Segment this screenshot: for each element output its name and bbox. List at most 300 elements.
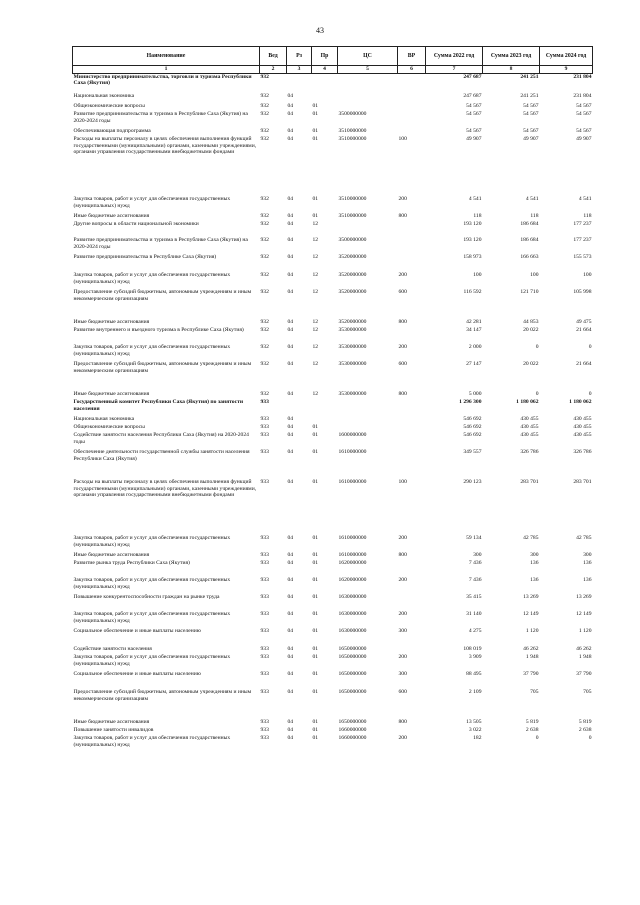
row-ved: 932 bbox=[260, 128, 269, 134]
row-name: Закупка товаров, работ и услуг для обеспечения государственных (муниципальных) нужд bbox=[73, 272, 231, 285]
row-cs: 3510000000 bbox=[338, 136, 367, 142]
row-sum-2024: 49 475 bbox=[576, 319, 592, 325]
row-pr: 12 bbox=[312, 237, 319, 243]
row-sum-2022: 546 692 bbox=[463, 424, 482, 430]
row-vr bbox=[398, 594, 426, 611]
row-sum-2022: 349 557 bbox=[463, 449, 482, 455]
row-rz: 04 bbox=[287, 577, 294, 583]
table-row bbox=[73, 432, 593, 449]
row-sum-2023: 300 bbox=[530, 552, 539, 558]
row-pr: 12 bbox=[312, 254, 319, 260]
row-ved: 933 bbox=[260, 689, 269, 695]
row-ved: 932 bbox=[260, 136, 269, 142]
row-rz: 04 bbox=[287, 654, 294, 660]
row-rz: 04 bbox=[287, 319, 294, 325]
row-rz: 04 bbox=[287, 594, 294, 600]
row-sum-2022: 290 123 bbox=[463, 479, 482, 485]
row-sum-2023: 44 853 bbox=[523, 319, 539, 325]
row-sum-2023: 136 bbox=[530, 577, 539, 583]
row-cs bbox=[338, 221, 398, 237]
row-sum-2022: 13 505 bbox=[466, 719, 482, 725]
row-name: Содействие занятости населения bbox=[73, 646, 152, 652]
row-pr: 01 bbox=[312, 560, 319, 566]
row-sum-2024: 54 567 bbox=[576, 111, 592, 117]
row-sum-2022: 88 495 bbox=[466, 671, 482, 677]
table-row bbox=[73, 560, 593, 577]
row-vr: 100 bbox=[398, 479, 407, 485]
row-sum-2024: 49 907 bbox=[576, 136, 592, 142]
row-vr bbox=[398, 128, 426, 136]
row-pr: 12 bbox=[312, 361, 319, 367]
row-vr bbox=[398, 416, 426, 424]
column-number: 4 bbox=[312, 66, 338, 74]
row-ved: 933 bbox=[260, 719, 269, 725]
row-ved: 933 bbox=[260, 416, 269, 422]
row-vr bbox=[398, 399, 426, 416]
row-cs: 1630000000 bbox=[338, 611, 367, 617]
row-rz: 04 bbox=[287, 449, 294, 455]
table-row bbox=[73, 577, 593, 594]
row-pr: 01 bbox=[312, 552, 319, 558]
row-vr: 800 bbox=[398, 319, 407, 325]
row-ved: 933 bbox=[260, 628, 269, 634]
row-cs: 1610000000 bbox=[338, 479, 367, 485]
row-sum-2024: 13 269 bbox=[576, 594, 592, 600]
row-pr: 01 bbox=[312, 128, 319, 134]
row-sum-2023: 0 bbox=[535, 735, 539, 741]
row-sum-2023: 42 785 bbox=[523, 535, 539, 541]
row-rz: 04 bbox=[287, 391, 294, 397]
row-sum-2022: 54 567 bbox=[466, 128, 482, 134]
row-sum-2022: 116 592 bbox=[463, 289, 482, 295]
row-sum-2022: 1 296 300 bbox=[459, 399, 482, 405]
row-name: Развитие рынка труда Республики Саха (Якутия) bbox=[73, 560, 190, 566]
row-sum-2023: 4 541 bbox=[525, 196, 539, 202]
row-vr: 800 bbox=[398, 213, 407, 219]
row-vr: 200 bbox=[398, 272, 407, 278]
row-rz: 04 bbox=[287, 719, 294, 725]
row-sum-2023: 241 251 bbox=[520, 93, 539, 99]
row-rz: 04 bbox=[287, 196, 294, 202]
row-sum-2024: 326 786 bbox=[573, 449, 592, 455]
row-vr: 200 bbox=[398, 735, 407, 741]
row-sum-2022: 108 019 bbox=[463, 646, 482, 652]
row-cs bbox=[338, 73, 398, 93]
row-cs: 1620000000 bbox=[338, 560, 367, 566]
row-ved: 932 bbox=[260, 221, 269, 227]
row-name: Общеэкономические вопросы bbox=[73, 424, 145, 430]
row-pr: 01 bbox=[312, 449, 319, 455]
row-name: Иные бюджетные ассигнования bbox=[73, 391, 150, 397]
row-vr bbox=[398, 221, 426, 237]
row-rz: 04 bbox=[287, 221, 294, 227]
row-vr bbox=[398, 327, 426, 344]
row-name: Закупка товаров, работ и услуг для обеспечения государственных (муниципальных) нужд bbox=[73, 196, 231, 209]
row-sum-2022: 2 109 bbox=[468, 689, 482, 695]
table-row bbox=[73, 535, 593, 552]
row-vr: 300 bbox=[398, 628, 407, 634]
row-sum-2023: 136 bbox=[530, 560, 539, 566]
row-ved: 933 bbox=[260, 479, 269, 485]
row-vr bbox=[398, 111, 426, 128]
row-sum-2022: 7 436 bbox=[468, 577, 482, 583]
table-row bbox=[73, 272, 593, 289]
row-sum-2023: 1 180 062 bbox=[516, 399, 539, 405]
row-name: Иные бюджетные ассигнования bbox=[73, 552, 150, 558]
column-number: 1 bbox=[73, 66, 260, 74]
row-sum-2024: 231 804 bbox=[573, 93, 592, 99]
row-sum-2024: 1 120 bbox=[578, 628, 592, 634]
row-pr: 01 bbox=[312, 196, 319, 202]
row-sum-2023: 46 262 bbox=[523, 646, 539, 652]
row-sum-2022: 300 bbox=[473, 552, 482, 558]
row-rz: 04 bbox=[287, 136, 294, 142]
row-sum-2022: 59 134 bbox=[466, 535, 482, 541]
row-sum-2024: 46 262 bbox=[576, 646, 592, 652]
header-name: Наименование bbox=[73, 47, 260, 66]
row-cs: 3520000000 bbox=[338, 319, 367, 325]
row-ved: 933 bbox=[260, 577, 269, 583]
row-cs: 3520000000 bbox=[338, 272, 367, 278]
row-vr bbox=[398, 103, 426, 111]
header-vr: ВР bbox=[398, 47, 426, 66]
row-rz: 04 bbox=[287, 344, 294, 350]
row-sum-2024: 136 bbox=[583, 560, 592, 566]
row-ved: 932 bbox=[260, 391, 269, 397]
row-ved: 933 bbox=[260, 399, 269, 405]
column-number: 7 bbox=[426, 66, 483, 74]
table-row bbox=[73, 671, 593, 689]
row-sum-2024: 430 455 bbox=[573, 432, 592, 438]
row-ved: 932 bbox=[260, 272, 269, 278]
row-sum-2024: 1 180 062 bbox=[569, 399, 592, 405]
row-rz: 04 bbox=[287, 735, 294, 741]
table-row bbox=[73, 628, 593, 646]
table-row bbox=[73, 136, 593, 196]
row-ved: 932 bbox=[260, 344, 269, 350]
table-row bbox=[73, 646, 593, 654]
row-vr: 100 bbox=[398, 136, 407, 142]
row-vr bbox=[398, 424, 426, 432]
row-rz bbox=[287, 73, 312, 93]
header-2022: Сумма 2022 год bbox=[426, 47, 483, 66]
row-sum-2023: 430 455 bbox=[520, 424, 539, 430]
row-sum-2022: 247 687 bbox=[463, 73, 482, 80]
row-sum-2023: 283 701 bbox=[520, 479, 539, 485]
table-row bbox=[73, 213, 593, 221]
header-row bbox=[73, 47, 593, 66]
row-name: Предоставление субсидий бюджетным, автономным учреждениям и иным некоммерческим организациям bbox=[73, 361, 252, 374]
row-sum-2024: 177 237 bbox=[573, 221, 592, 227]
row-rz: 04 bbox=[287, 671, 294, 677]
row-sum-2024: 37 790 bbox=[576, 671, 592, 677]
page-number: 43 bbox=[316, 26, 324, 35]
row-rz: 04 bbox=[287, 416, 294, 422]
row-name: Обеспечивающая подпрограмма bbox=[73, 128, 151, 134]
row-sum-2024: 42 785 bbox=[576, 535, 592, 541]
row-pr: 01 bbox=[312, 719, 319, 725]
row-sum-2023: 54 567 bbox=[523, 128, 539, 134]
row-sum-2024: 2 638 bbox=[578, 727, 592, 733]
row-cs: 1620000000 bbox=[338, 577, 367, 583]
row-rz: 04 bbox=[287, 689, 294, 695]
table-row bbox=[73, 689, 593, 719]
table-header bbox=[73, 47, 593, 74]
row-vr: 800 bbox=[398, 719, 407, 725]
table-row bbox=[73, 103, 593, 111]
row-ved: 933 bbox=[260, 671, 269, 677]
row-sum-2023: 186 684 bbox=[520, 237, 539, 243]
row-sum-2024: 5 819 bbox=[578, 719, 592, 725]
row-sum-2023: 2 638 bbox=[525, 727, 539, 733]
row-ved: 932 bbox=[260, 103, 269, 109]
row-name: Расходы на выплаты персоналу в целях обеспечения выполнения функций государственными (муниципальными) органами, казенными учреждениями, органами управления государственными внебюджетными фондами bbox=[73, 479, 257, 498]
column-number: 8 bbox=[483, 66, 540, 74]
row-cs bbox=[338, 416, 398, 424]
row-vr bbox=[398, 237, 426, 254]
row-vr: 200 bbox=[398, 577, 407, 583]
header-2023: Сумма 2023 год bbox=[483, 47, 540, 66]
row-ved: 933 bbox=[260, 594, 269, 600]
row-sum-2024: 12 149 bbox=[576, 611, 592, 617]
row-rz: 04 bbox=[287, 560, 294, 566]
row-name: Развитие внутреннего и въездного туризма в Республике Саха (Якутия) bbox=[73, 327, 244, 333]
row-ved: 933 bbox=[260, 535, 269, 541]
row-rz: 04 bbox=[287, 646, 294, 652]
row-name: Другие вопросы в области национальной экономики bbox=[73, 221, 199, 227]
row-pr: 12 bbox=[312, 344, 319, 350]
table-row bbox=[73, 289, 593, 319]
row-sum-2024: 0 bbox=[588, 344, 592, 350]
row-ved: 932 bbox=[260, 73, 269, 80]
row-sum-2023: 326 786 bbox=[520, 449, 539, 455]
row-cs bbox=[338, 103, 398, 111]
row-pr: 01 bbox=[312, 111, 319, 117]
row-sum-2024: 430 455 bbox=[573, 424, 592, 430]
row-cs: 1660000000 bbox=[338, 735, 367, 741]
row-name: Национальная экономика bbox=[73, 93, 135, 99]
table-row bbox=[73, 399, 593, 416]
row-ved: 933 bbox=[260, 611, 269, 617]
row-sum-2022: 193 120 bbox=[463, 237, 482, 243]
row-name: Закупка товаров, работ и услуг для обеспечения государственных (муниципальных) нужд bbox=[73, 344, 231, 357]
row-cs: 1660000000 bbox=[338, 727, 367, 733]
row-sum-2024: 430 455 bbox=[573, 416, 592, 422]
row-cs: 1650000000 bbox=[338, 689, 367, 695]
row-rz: 04 bbox=[287, 432, 294, 438]
row-sum-2023: 241 251 bbox=[520, 73, 539, 80]
row-vr bbox=[398, 646, 426, 654]
row-pr bbox=[312, 93, 338, 103]
row-sum-2024: 118 bbox=[583, 213, 592, 219]
table-row bbox=[73, 93, 593, 103]
row-pr: 01 bbox=[312, 479, 319, 485]
row-ved: 932 bbox=[260, 213, 269, 219]
table-row bbox=[73, 361, 593, 391]
row-name: Содействие занятости населения Республики Саха (Якутия) на 2020-2024 годы bbox=[73, 432, 249, 445]
row-ved: 933 bbox=[260, 552, 269, 558]
row-rz: 04 bbox=[287, 213, 294, 219]
row-pr: 12 bbox=[312, 289, 319, 295]
row-rz: 04 bbox=[287, 424, 294, 430]
row-name: Государственный комитет Республики Саха (Якутия) по занятости населения bbox=[73, 399, 244, 412]
row-sum-2023: 1 948 bbox=[525, 654, 539, 660]
row-pr: 01 bbox=[312, 577, 319, 583]
row-sum-2022: 4 275 bbox=[468, 628, 482, 634]
row-cs: 3530000000 bbox=[338, 361, 367, 367]
row-sum-2024: 155 573 bbox=[573, 254, 592, 260]
row-sum-2022: 49 907 bbox=[466, 136, 482, 142]
header-2024: Сумма 2024 год bbox=[540, 47, 593, 66]
row-ved: 933 bbox=[260, 424, 269, 430]
row-sum-2022: 5 000 bbox=[468, 391, 482, 397]
row-ved: 933 bbox=[260, 560, 269, 566]
row-cs: 1610000000 bbox=[338, 449, 367, 455]
row-pr: 12 bbox=[312, 391, 319, 397]
row-vr: 300 bbox=[398, 671, 407, 677]
row-rz: 04 bbox=[287, 479, 294, 485]
row-sum-2022: 118 bbox=[473, 213, 482, 219]
row-name: Иные бюджетные ассигнования bbox=[73, 319, 150, 325]
table-row bbox=[73, 611, 593, 628]
table-row bbox=[73, 344, 593, 361]
row-vr: 200 bbox=[398, 611, 407, 617]
table-row bbox=[73, 327, 593, 344]
table-row bbox=[73, 424, 593, 432]
row-cs: 3510000000 bbox=[338, 213, 367, 219]
row-sum-2023: 166 663 bbox=[520, 254, 539, 260]
row-sum-2023: 100 bbox=[530, 272, 539, 278]
row-sum-2022: 3 909 bbox=[468, 654, 482, 660]
row-name: Предоставление субсидий бюджетным, автономным учреждениям и иным некоммерческим организациям bbox=[73, 289, 252, 302]
row-sum-2023: 20 022 bbox=[523, 361, 539, 367]
row-sum-2024: 105 998 bbox=[573, 289, 592, 295]
row-rz: 04 bbox=[287, 111, 294, 117]
row-name: Повышение занятости инвалидов bbox=[73, 727, 154, 733]
row-vr: 200 bbox=[398, 654, 407, 660]
row-name: Иные бюджетные ассигнования bbox=[73, 213, 150, 219]
row-pr: 01 bbox=[312, 432, 319, 438]
row-sum-2024: 100 bbox=[583, 272, 592, 278]
row-cs bbox=[338, 93, 398, 103]
table-row bbox=[73, 73, 593, 93]
table-row bbox=[73, 552, 593, 560]
row-pr: 01 bbox=[312, 646, 319, 652]
row-sum-2023: 54 567 bbox=[523, 111, 539, 117]
row-sum-2022: 42 281 bbox=[466, 319, 482, 325]
row-sum-2024: 1 948 bbox=[578, 654, 592, 660]
row-pr: 12 bbox=[312, 221, 319, 227]
header-cs: ЦС bbox=[338, 47, 398, 66]
row-sum-2022: 35 415 bbox=[466, 594, 482, 600]
row-ved: 933 bbox=[260, 727, 269, 733]
row-ved: 933 bbox=[260, 449, 269, 455]
row-ved: 933 bbox=[260, 432, 269, 438]
header-pr: Пр bbox=[312, 47, 338, 66]
table-row bbox=[73, 449, 593, 479]
row-sum-2023: 12 149 bbox=[523, 611, 539, 617]
row-sum-2023: 5 819 bbox=[525, 719, 539, 725]
table-row bbox=[73, 196, 593, 213]
row-vr bbox=[398, 93, 426, 103]
row-cs: 1600000000 bbox=[338, 432, 367, 438]
row-sum-2023: 430 455 bbox=[520, 432, 539, 438]
row-pr bbox=[312, 399, 338, 416]
table-row bbox=[73, 111, 593, 128]
row-ved: 932 bbox=[260, 254, 269, 260]
row-vr: 200 bbox=[398, 196, 407, 202]
row-name: Развитие предпринимательства и туризма в Республике Саха (Якутия) на 2020-2024 годы bbox=[73, 111, 248, 124]
table-row bbox=[73, 735, 593, 749]
row-pr: 01 bbox=[312, 628, 319, 634]
row-cs: 3510000000 bbox=[338, 128, 367, 134]
row-rz: 04 bbox=[287, 237, 294, 243]
row-rz: 04 bbox=[287, 103, 294, 109]
row-sum-2024: 231 804 bbox=[573, 73, 592, 80]
table-row bbox=[73, 719, 593, 727]
row-ved: 933 bbox=[260, 654, 269, 660]
row-cs: 1610000000 bbox=[338, 535, 367, 541]
table-row bbox=[73, 727, 593, 735]
row-vr bbox=[398, 560, 426, 577]
row-name: Расходы на выплаты персоналу в целях обеспечения выполнения функций государственными (муниципальными) органами, казенными учреждениями, органами управления государственными внебюджетными фондами bbox=[73, 136, 257, 155]
row-vr bbox=[398, 432, 426, 449]
row-sum-2023: 0 bbox=[535, 391, 539, 397]
row-pr: 12 bbox=[312, 319, 319, 325]
row-sum-2023: 1 120 bbox=[525, 628, 539, 634]
row-vr: 800 bbox=[398, 391, 407, 397]
row-sum-2024: 54 567 bbox=[576, 128, 592, 134]
row-sum-2022: 2 000 bbox=[468, 344, 482, 350]
row-cs: 3500000000 bbox=[338, 237, 367, 243]
row-rz: 04 bbox=[287, 611, 294, 617]
row-ved: 933 bbox=[260, 646, 269, 652]
header-rz: Рз bbox=[287, 47, 312, 66]
row-name: Социальное обеспечение и иные выплаты населению bbox=[73, 628, 201, 634]
budget-table bbox=[72, 46, 593, 749]
row-vr bbox=[398, 254, 426, 272]
table-row bbox=[73, 221, 593, 237]
row-ved: 932 bbox=[260, 237, 269, 243]
row-ved: 932 bbox=[260, 361, 269, 367]
row-sum-2022: 546 692 bbox=[463, 416, 482, 422]
row-pr: 01 bbox=[312, 136, 319, 142]
row-name: Социальное обеспечение и иные выплаты населению bbox=[73, 671, 201, 677]
row-sum-2023: 121 710 bbox=[520, 289, 539, 295]
row-sum-2022: 4 541 bbox=[468, 196, 482, 202]
row-pr: 01 bbox=[312, 594, 319, 600]
row-cs: 3530000000 bbox=[338, 327, 367, 333]
row-pr: 12 bbox=[312, 272, 319, 278]
row-name: Обеспечение деятельности государственной службы занятости населения Республики Саха (Якутия) bbox=[73, 449, 250, 462]
row-sum-2024: 0 bbox=[588, 391, 592, 397]
row-sum-2022: 3 022 bbox=[468, 727, 482, 733]
row-rz: 04 bbox=[287, 128, 294, 134]
row-sum-2023: 430 455 bbox=[520, 416, 539, 422]
row-cs bbox=[338, 424, 398, 432]
table-row bbox=[73, 479, 593, 535]
row-sum-2023: 186 684 bbox=[520, 221, 539, 227]
row-name: Развитие предпринимательства в Республике Саха (Якутия) bbox=[73, 254, 217, 260]
row-vr: 200 bbox=[398, 344, 407, 350]
row-ved: 933 bbox=[260, 735, 269, 741]
row-sum-2023: 37 790 bbox=[523, 671, 539, 677]
row-sum-2022: 158 973 bbox=[463, 254, 482, 260]
row-sum-2022: 27 147 bbox=[466, 361, 482, 367]
row-sum-2022: 247 687 bbox=[463, 93, 482, 99]
row-vr: 600 bbox=[398, 689, 407, 695]
row-sum-2023: 0 bbox=[535, 344, 539, 350]
